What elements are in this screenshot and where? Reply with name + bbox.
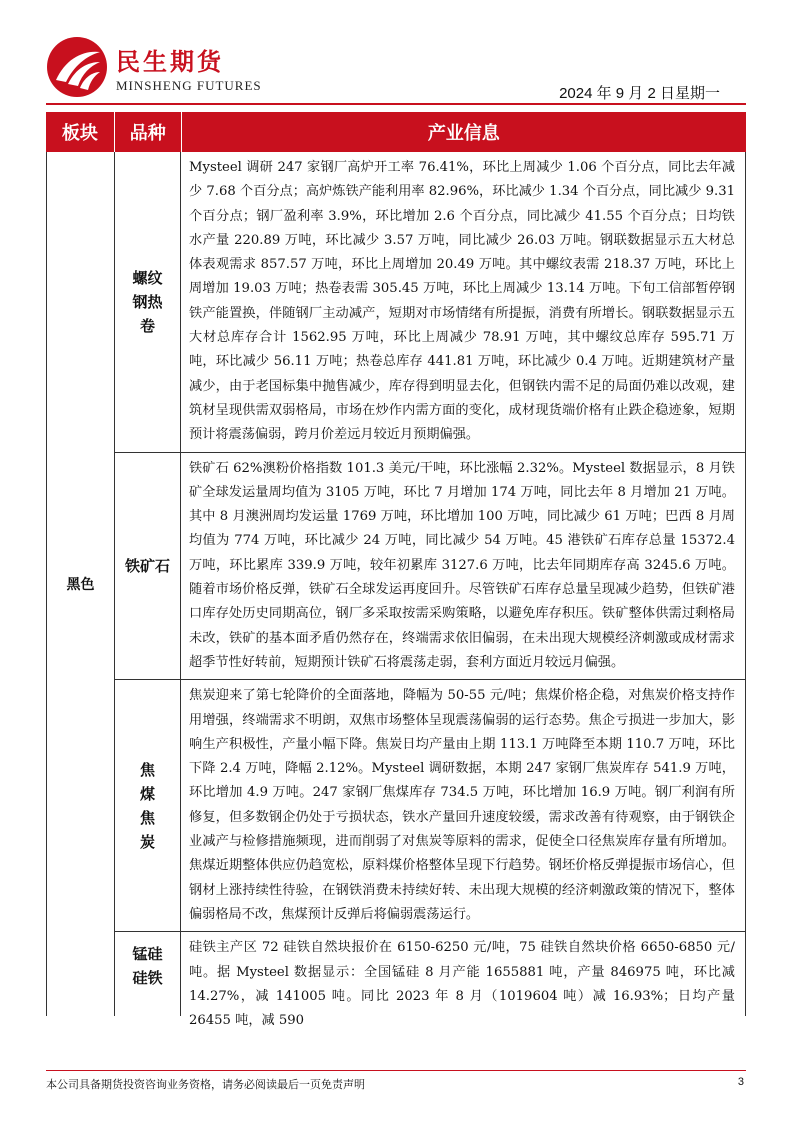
- block-cell-black: 黑色: [47, 152, 115, 1016]
- footer-divider: [46, 1070, 746, 1071]
- variety-label: 铁矿石: [124, 556, 170, 575]
- info-cell: 硅铁主产区 72 硅铁自然块报价在 6150-6250 元/吨，75 硅铁自然块价格 6650-6850 元/吨。据 Mysteel 数据显示：全国锰硅 8 月产能 1655881 吨，产量 846975 吨，环比减 14.27%，减 141005 吨。同比 2023 年 8 月（1019604 吨）减 16.93%；日均产量 26455 吨，减 590: [189, 940, 735, 1029]
- variety-cell: [115, 680, 181, 931]
- minsheng-logo-icon: [46, 36, 108, 98]
- table-row: [115, 680, 745, 932]
- brand-name-en: MINSHENG FUTURES: [116, 78, 262, 93]
- header-divider: [46, 103, 746, 105]
- table-header: [46, 112, 746, 152]
- table-row: [115, 453, 745, 681]
- industry-info-table: [46, 112, 746, 1029]
- variety-cell: [115, 453, 181, 680]
- table-row: [115, 152, 745, 453]
- info-cell: Mysteel 调研 247 家钢厂高炉开工率 76.41%，环比上周减少 1.06 个百分点，同比去年减少 7.68 个百分点；高炉炼铁产能利用率 82.96%，环比减少 1.34 个百分点，同比减少 9.31 个百分点；钢厂盈利率 3.9%，环比增加 2.6 个百分点，同比减少 41.55 个百分点；日均铁水产量 220.89 万吨，环比减少 3.57 万吨，同比减少 26.03 万吨。钢联数据显示五大材总体表观需求 857.57 万吨，环比上周增加 20.49 万吨。其中螺纹表需 218.37 万吨，环比上周增加 19.03 万吨；热卷表需 305.45 万吨，环比上周减少 13.14 万吨。下旬工信部暂停钢铁产能置换，伴随钢厂主动减产，短期对市场情绪有所提振，消费有所增长。钢联数据显示五大材总库存合计 1562.95 万吨，环比上周减少 78.91 万吨，其中螺纹总库存 595.71 万吨，环比减少 56.11 万吨；热卷总库存 441.81 万吨，环比减少 0.4 万吨。近期建筑材产量减少，由于老国标集中抛售减少，库存得到明显去化，但钢铁内需不足的局面仍难以改观，建筑材呈现供需双弱格局，市场在炒作内需方面的变化，成材现货端价格有止跌企稳迹象，短期预计将震荡偏弱，跨月价差远月较近月预期偏强。: [189, 160, 735, 443]
- report-date: 2024 年 9 月 2 日星期一: [559, 85, 720, 102]
- table-row: [115, 932, 745, 1029]
- table-body: [46, 152, 746, 1029]
- brand-name-cn: 民生期货: [116, 48, 224, 76]
- col-variety-header: 品种: [115, 112, 182, 152]
- variety-cell: [115, 152, 181, 452]
- variety-label: 螺纹钢热卷: [132, 268, 163, 335]
- variety-label: 锰硅硅铁: [132, 945, 163, 988]
- info-cell: 焦炭迎来了第七轮降价的全面落地，降幅为 50-55 元/吨；焦煤价格企稳，对焦炭价格支持作用增强，终端需求不明朗，双焦市场整体呈现震荡偏弱的运行态势。焦企亏损进一步加大，影响生产积极性，产量小幅下降。焦炭日均产量由上期 113.1 万吨降至本期 110.7 万吨，环比下降 2.4 万吨，降幅 2.12%。Mysteel 调研数据，本期 247 家钢厂焦炭库存 541.9 万吨，环比增加 4.9 万吨。247 家钢厂焦煤库存 734.5 万吨，环比增加 16.9 万吨。钢厂利润有所修复，但多数钢企仍处于亏损状态，铁水产量回升速度较缓，需求改善有待观察，由于钢铁企业减产与检修措施频现，进而削弱了对焦炭等原料的需求，促使全口径焦炭库存量有所增加。焦煤近期整体供应仍趋宽松，原料煤价格整体呈现下行趋势。钢坯价格反弹提振市场信心，但钢材上涨持续性待验，在钢铁消费未持续好转、未出现大规模的经济刺激政策的情况下，整体偏弱格局不改，焦煤预计反弹后将偏弱震荡运行。: [189, 688, 735, 922]
- disclaimer-text: 本公司具备期货投资咨询业务资格，请务必阅读最后一页免责声明: [46, 1078, 365, 1091]
- col-info-header: 产业信息: [427, 123, 500, 144]
- variety-cell: [115, 932, 181, 1016]
- page-number: 3: [737, 1076, 744, 1088]
- info-cell: 铁矿石 62%澳粉价格指数 101.3 美元/干吨，环比涨幅 2.32%。Mysteel 数据显示，8 月铁矿全球发运量周均值为 3105 万吨，环比 7 月增加 174 万吨，同比去年 8 月增加 21 万吨。其中 8 月澳洲周均发运量 1769 万吨，环比增加 100 万吨，同比减少 61 万吨；巴西 8 月周均值为 774 万吨，环比减少 24 万吨，同比减少 54 万吨。45 港铁矿石库存总量 15372.4 万吨，环比累库 339.9 万吨，较年初累库 3127.6 万吨，比去年同期库存高 3245.6 万吨。随着市场价格反弹，铁矿石全球发运再度回升。尽管铁矿石库存总量呈现减少趋势，但铁矿港口库存处历史同期高位，钢厂多采取按需采购策略，以避免库存积压。铁矿整体供需过剩格局未改，铁矿的基本面矛盾仍然存在，终端需求依旧偏弱，在未出现大规模经济刺激或成材需求超季节性好转前，短期预计铁矿石将震荡走弱，套利方面近月较远月偏强。: [189, 460, 735, 670]
- variety-label: 焦煤焦炭: [139, 760, 155, 851]
- col-block-header: 板块: [46, 112, 115, 152]
